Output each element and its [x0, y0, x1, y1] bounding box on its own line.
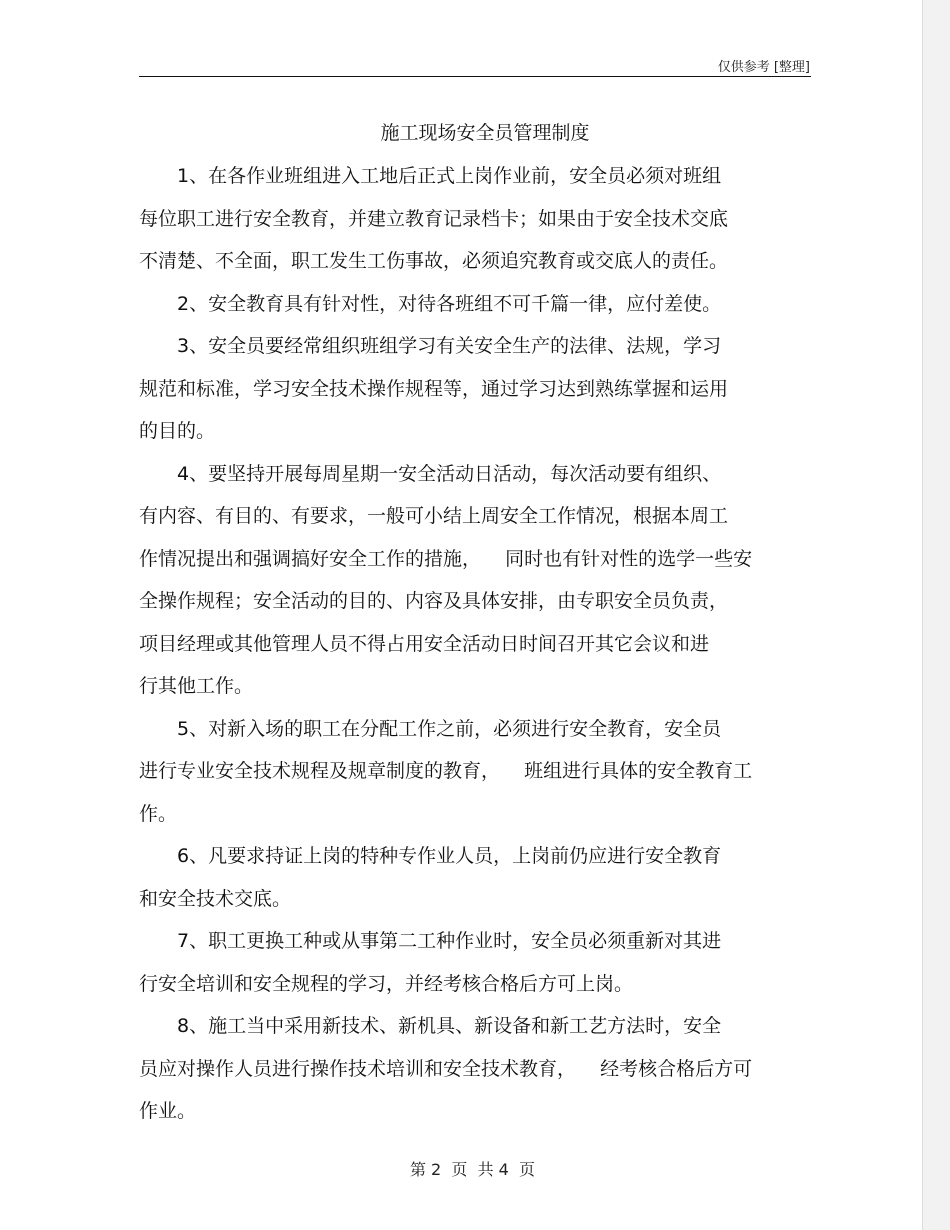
paragraph-line: 员应对操作人员进行操作技术培训和安全技术教育， 经考核合格后方可 [139, 1057, 753, 1080]
paragraph-line: 行其他工作。 [139, 675, 254, 697]
paragraph-line: 和安全技术交底。 [139, 887, 292, 910]
paragraph-line: 作。 [139, 802, 178, 825]
paragraph [139, 155, 811, 283]
paragraph-line: 每位职工进行安全教育，并建立教育记录档卡；如果由于安全技术交底 [139, 207, 729, 230]
paragraph [139, 453, 811, 708]
paragraph-line: 2、安全教育具有针对性，对待各班组不可千篇一律，应付差使。 [177, 292, 722, 315]
header-reference: 仅供参考 [整理] [717, 60, 810, 75]
paragraph [139, 1005, 811, 1133]
paragraph-line: 的目的。 [139, 420, 216, 442]
paragraph-line: 进行专业安全技术规程及规章制度的教育， 班组进行具体的安全教育工 [139, 760, 753, 782]
paragraph-line: 作情况提出和强调搞好安全工作的措施， 同时也有针对性的选学一些安 [139, 547, 753, 570]
paragraph [139, 835, 811, 920]
paragraph-line: 项目经理或其他管理人员不得占用安全活动日时间召开其它会议和进 [139, 632, 710, 655]
paragraph-line: 规范和标准，学习安全技术操作规程等，通过学习达到熟练掌握和运用 [139, 377, 729, 400]
paragraph-line: 5、对新入场的职工在分配工作之前，必须进行安全教育，安全员 [177, 717, 722, 740]
document-body [139, 155, 811, 1133]
paragraph-line: 全操作规程；安全活动的目的、内容及具体安排，由专职安全员负责， [139, 590, 729, 612]
paragraph [139, 283, 811, 326]
paragraph-line: 3、安全员要经常组织班组学习有关安全生产的法律、法规，学习 [177, 335, 722, 357]
paragraph [139, 325, 811, 453]
paragraph-line: 4、要坚持开展每周星期一安全活动日活动，每次活动要有组织、 [177, 462, 722, 485]
paragraph-line: 7、职工更换工种或从事第二工种作业时，安全员必须重新对其进 [177, 930, 722, 952]
paragraph [139, 920, 811, 1005]
paragraph-line: 不清楚、不全面，职工发生工伤事故，必须追究教育或交底人的责任。 [139, 250, 729, 272]
page-number-footer: 第 2 页 共 4 页 [409, 1160, 536, 1179]
header-divider [139, 76, 811, 77]
paragraph-line: 行安全培训和安全规程的学习，并经考核合格后方可上岗。 [139, 972, 634, 995]
paragraph-line: 8、施工当中采用新技术、新机具、新设备和新工艺方法时，安全 [177, 1015, 722, 1037]
paragraph-line: 6、凡要求持证上岗的特种专作业人员，上岗前仍应进行安全教育 [177, 845, 722, 867]
paragraph-line: 作业。 [139, 1100, 197, 1122]
document-title: 施工现场安全员管理制度 [380, 122, 590, 144]
paragraph [139, 708, 811, 836]
paragraph-line: 有内容、有目的、有要求，一般可小结上周安全工作情况，根据本周工 [139, 505, 729, 527]
paragraph-line: 1、在各作业班组进入工地后正式上岗作业前，安全员必须对班组 [177, 165, 722, 187]
